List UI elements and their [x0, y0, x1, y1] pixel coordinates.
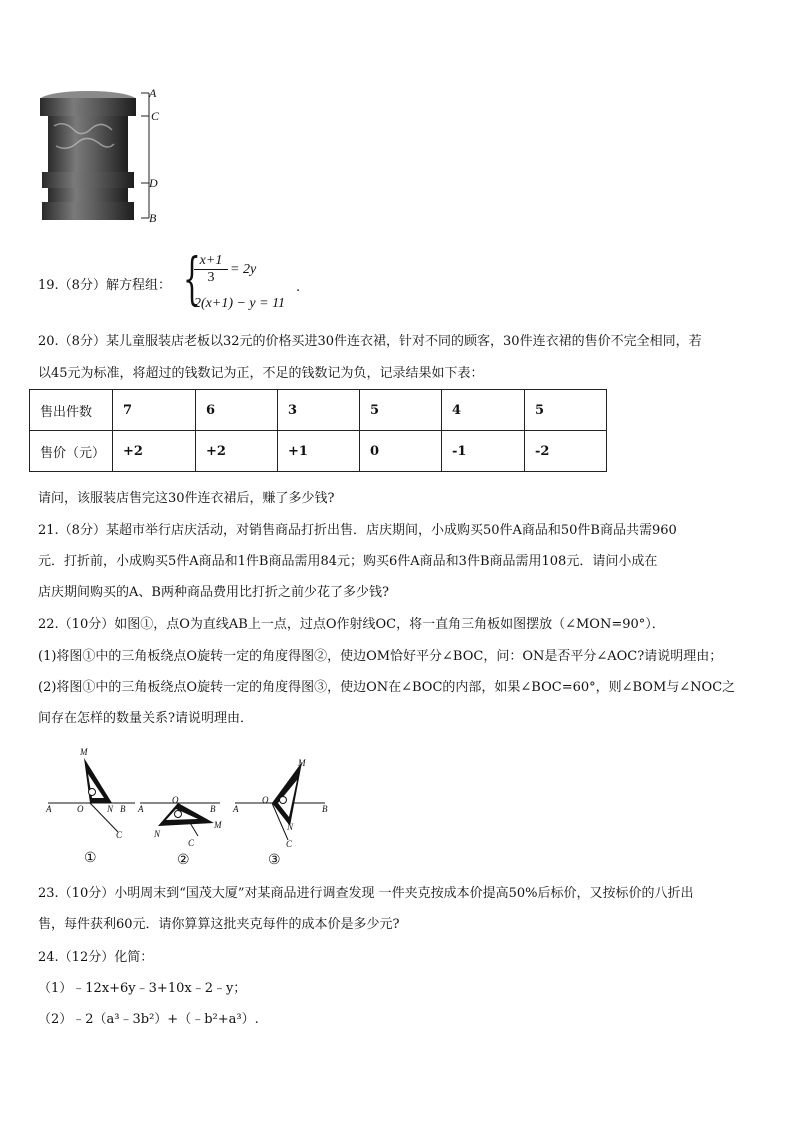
fig3-label-o: O: [262, 795, 269, 805]
fig2-label-c: C: [188, 838, 195, 848]
eq1-numerator: x+1: [194, 253, 228, 270]
fig1-label-c: C: [116, 830, 123, 840]
table-cell: 4: [442, 390, 525, 431]
q20-line2: 以45元为标准，将超过的钱数记为正，不足的钱数记为负，记录结果如下表：: [38, 366, 484, 381]
q24-line1: 24.（12分）化简：: [38, 950, 154, 965]
q23-line1: 23.（10分）小明周末到“国茂大厦”对某商品进行调查发现 一件夹克按成本价提高50%后标价，又按标价的八折出: [38, 886, 694, 901]
fig3-caption: ③: [268, 852, 281, 868]
q24-part2: （2）﹣2（a³﹣3b²）+（﹣b²+a³）.: [38, 1012, 259, 1027]
fig1-label-n: N: [107, 804, 114, 814]
q24-part1: （1）﹣12x+6y﹣3+10x﹣2﹣y；: [38, 981, 247, 996]
q23-line2: 售，每件获利60元．请你算算这批夹克每件的成本价是多少元?: [38, 917, 400, 932]
table-cell: 售价（元）: [30, 431, 113, 472]
table-row: [30, 431, 607, 472]
q21-line1: 21.（8分）某超市举行店庆活动，对销售商品打折出售．店庆期间，小成购买50件A商品和50件B商品共需960: [38, 523, 677, 538]
label-b: B: [149, 211, 157, 225]
equation-brace: {: [183, 247, 201, 312]
q19-prefix: 19.（8分）解方程组：: [38, 278, 171, 293]
fig1-label-o: O: [77, 804, 84, 814]
fig3-label-b: B: [322, 804, 328, 814]
fig2-label-b: B: [210, 804, 216, 814]
fig2-label-a: A: [138, 804, 144, 814]
fig3-label-a: A: [233, 804, 239, 814]
table-cell: +2: [196, 431, 278, 472]
table-cell: 售出件数: [30, 390, 113, 431]
q19-end: .: [296, 280, 301, 295]
q20-table: [29, 389, 607, 472]
fig1-label-b: B: [120, 804, 126, 814]
label-a: A: [149, 86, 157, 100]
column-figure: [36, 84, 166, 229]
q20-question: 请问，该服装店售完这30件连衣裙后，赚了多少钱?: [38, 491, 335, 506]
q22-line4: 间存在怎样的数量关系?请说明理由．: [38, 711, 253, 726]
table-cell: 5: [360, 390, 442, 431]
table-cell: 6: [196, 390, 278, 431]
fig2-caption: ②: [177, 852, 190, 868]
fig3-label-n: N: [287, 822, 294, 832]
q20-line1: 20.（8分）某儿童服装店老板以32元的价格买进30件连衣裙，针对不同的顾客，30件连衣裙的售价不完全相同，若: [38, 334, 702, 349]
fig3-label-m: M: [298, 758, 306, 768]
q21-line2: 元．打折前，小成购买5件A商品和1件B商品需用84元；购买6件A商品和3件B商品需用108元．请问小成在: [38, 554, 658, 569]
fig1-caption: ①: [84, 850, 97, 866]
eq2: 2(x+1) − y = 11: [194, 296, 286, 311]
eq1-denominator: 3: [207, 270, 215, 285]
table-row: [30, 390, 607, 431]
fig1-label-a: A: [46, 804, 52, 814]
table-cell: +1: [278, 431, 360, 472]
table-cell: 5: [525, 390, 607, 431]
q21-line3: 店庆期间购买的A、B两种商品费用比打折之前少花了多少钱?: [38, 585, 389, 600]
fig2-label-m: M: [214, 820, 222, 830]
fig2-label-o: O: [172, 795, 179, 805]
eq1-fraction: [194, 253, 228, 286]
table-cell: 7: [113, 390, 196, 431]
table-cell: -2: [525, 431, 607, 472]
fig1-label-m: M: [80, 747, 88, 757]
q22-line1: 22.（10分）如图①，点O为直线AB上一点，过点O作射线OC，将一直角三角板如图摆放（∠MON=90°）．: [38, 617, 665, 632]
table-cell: 3: [278, 390, 360, 431]
table-cell: +2: [113, 431, 196, 472]
q22-line3: (2)将图①中的三角板绕点O旋转一定的角度得图③，使边ON在∠BOC的内部，如果∠BOC=60°，则∠BOM与∠NOC之: [38, 680, 736, 695]
fig2-label-n: N: [154, 829, 161, 839]
eq1-rhs: = 2y: [230, 262, 257, 277]
table-cell: -1: [442, 431, 525, 472]
label-c: C: [151, 109, 160, 123]
q22-line2: (1)将图①中的三角板绕点O旋转一定的角度得图②，使边OM恰好平分∠BOC，问：ON是否平分∠AOC?请说明理由；: [38, 649, 723, 664]
label-d: D: [149, 176, 158, 190]
table-cell: 0: [360, 431, 442, 472]
fig3-label-c: C: [286, 839, 293, 849]
